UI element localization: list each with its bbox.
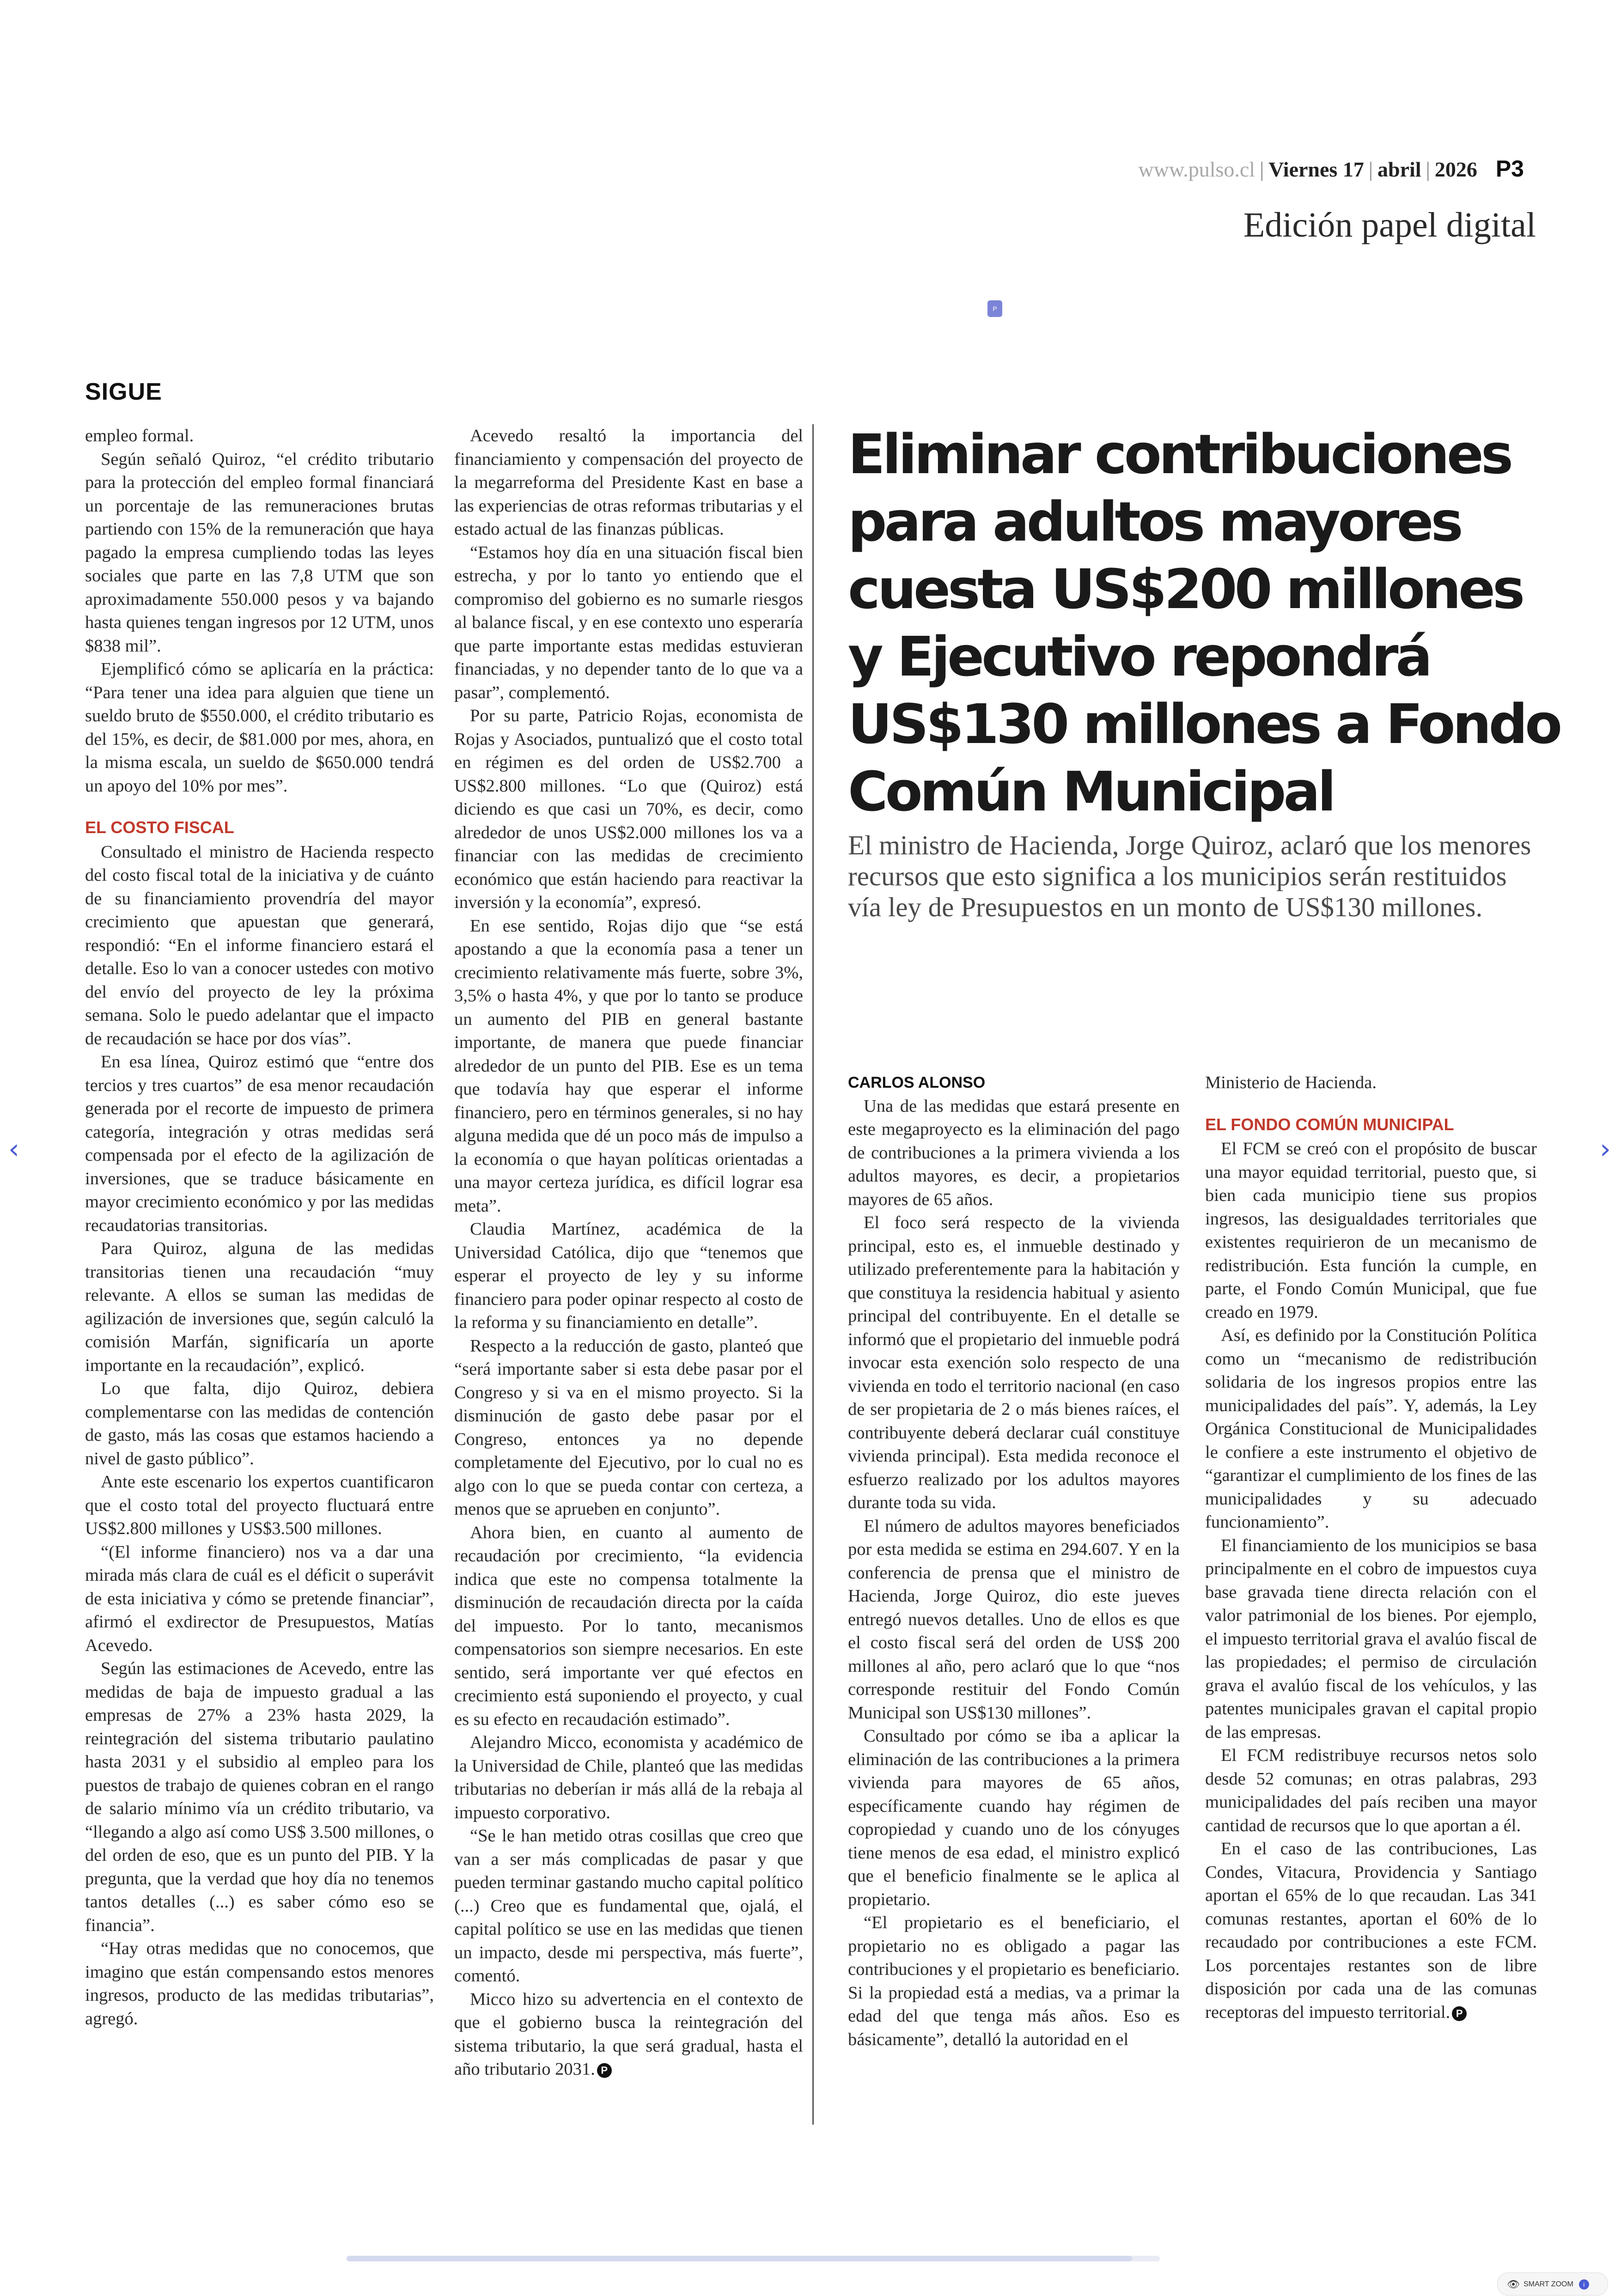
section-label: SIGUE bbox=[85, 378, 162, 405]
paragraph: Alejandro Micco, economista y académico de la Universidad de Chile, planteó que las medidas tributarias no deberían ir más allá de la rebaja al impuesto corporativo. bbox=[454, 1733, 803, 1822]
edition-label: Edición papel digital bbox=[1243, 206, 1536, 244]
eye-icon: 👁 bbox=[1507, 2278, 1520, 2290]
paragraph: Acevedo resaltó la importancia del financiamiento y compensación del proyecto de la megarreforma del Presidente Kast en base a las experiencias de otras reformas tributarias y el estado actual de las finanzas públicas. bbox=[454, 426, 803, 539]
paragraph: “El propietario es el beneficiario, el propietario no es obligado a pagar las contribuciones y el propietario es beneficiario. Si la propiedad está a medias, va a primar la edad del que tenga más años. Eso es básicamente”, detalló la autoridad en el bbox=[848, 1913, 1180, 2049]
paragraph: “Se le han metido otras cosillas que creo que van a ser más complicadas de pasar y que pueden terminar gastando mucho capital político (...) Creo que es fundamental que, ojalá, el capital político se use en las medidas que tienen un impacto, desde mi perspectiva, más fuerte”, comentó. bbox=[454, 1826, 803, 1985]
subheading-fondo-comun: EL FONDO COMÚN MUNICIPAL bbox=[1205, 1115, 1454, 1134]
smart-zoom-label: SMART ZOOM bbox=[1523, 2280, 1573, 2289]
smart-zoom-button[interactable] bbox=[1497, 2272, 1608, 2296]
headline-line: y Ejecutivo repondrá bbox=[848, 625, 1430, 688]
page-number: P3 bbox=[1495, 156, 1524, 182]
page-header: www.pulso.cl | Viernes 17 | abril | 2026 P3 bbox=[1138, 156, 1524, 182]
headline-line: Común Municipal bbox=[848, 760, 1334, 823]
paragraph: Consultado por cómo se iba a aplicar la eliminación de las contribuciones a la primera vivienda para mayores de 65 años, específicamente cuando hay régimen de copropiedad y cuando uno de los cónyuges tiene menos de esa edad, el ministro explicó que el beneficio finalmente se le aplica al propietario. bbox=[848, 1726, 1180, 1909]
paragraph: “Hay otras medidas que no conocemos, que imagino que están compensando estos menores ingresos, producto de las medidas tributarias”, agregó. bbox=[85, 1939, 434, 2028]
site-url[interactable]: www.pulso.cl bbox=[1138, 158, 1255, 181]
bookmark-marker[interactable]: P bbox=[987, 300, 1002, 317]
header-month: abril bbox=[1377, 158, 1421, 181]
headline-line: para adultos mayores bbox=[848, 490, 1461, 554]
paragraph: Ministerio de Hacienda. bbox=[1205, 1073, 1377, 1092]
info-icon[interactable]: i bbox=[1579, 2279, 1589, 2290]
paragraph: El FCM se creó con el propósito de buscar una mayor equidad territorial, puesto que, si bien cada municipio tiene sus propios ingresos, las desigualdades territoriales que existentes requirieron de un mecanismo de redistribución. Esta función la cumple, en parte, el Fondo Común Municipal, que fue creado en 1979. bbox=[1205, 1139, 1537, 1322]
paragraph: El foco será respecto de la vivienda principal, esto es, el inmueble destinado y utilizado preferentemente para la habitación y que constituya la residencia habitual y asiento principal del contribuyente. En el detalle se informó que el propietario del inmueble podrá invocar esta exención solo respecto de una vivienda en todo el territorio nacional (en caso de ser propietaria de 2 o más bienes raíces, el contribuyente deberá declarar cuál constituye vivienda principal). Esta medida reconoce el esfuerzo realizado por los adultos mayores durante toda su vida. bbox=[848, 1213, 1180, 1512]
paragraph: Por su parte, Patricio Rojas, economista de Rojas y Asociados, puntualizó que el costo total en régimen es del orden de US$2.700 a US$2.800 millones. “Lo que (Quiroz) está diciendo es que casi un 70%, es decir, como alrededor de unos US$2.000 millones los va a financiar con las medidas de crecimiento económico que están haciendo para reactivar la inversión y la economía”, expresó. bbox=[454, 706, 803, 912]
paragraph: Consultado el ministro de Hacienda respecto del costo fiscal total de la iniciativa y de cuánto de su financiamiento provendría del mayor crecimiento que apuestan que generará, respondió: “En el informe financiero estará el detalle. Eso lo van a conocer ustedes con motivo del envío del proyecto de ley la próxima semana. Solo le puedo adelantar que el impacto de recaudación se hace por dos vías”. bbox=[85, 842, 434, 1048]
paragraph: El número de adultos mayores beneficiados por esta medida se estima en 294.607. Y en la conferencia de prensa que el ministro de Hacienda, Jorge Quiroz, dio este jueves entregó nuevos detalles. Uno de ellos es que el costo fiscal será del orden de US$ 200 millones al año, pero aclaró que lo que “nos corresponde restituir del Fondo Común Municipal son US$130 millones”. bbox=[848, 1516, 1180, 1723]
deck: El ministro de Hacienda, Jorge Quiroz, aclaró que los menores recursos que esto significa a los municipios serán restituidos vía ley de Presupuestos en un monto de US$130 millones. bbox=[848, 830, 1531, 922]
paragraph: En ese sentido, Rojas dijo que “se está apostando a que la economía pasa a tener un crecimiento relativamente más fuerte, sobre 3%, 3,5% o hasta 4%, y que por lo tanto se produce un aumento del PIB en general bastante importante, de manera que puede financiar alrededor de un punto del PIB. Ese es un tema que todavía hay que esperar el informe financiero, pero en términos generales, si no hay alguna medida que dé un poco más de impulso a la economía o que hayan políticas orientadas a una mayor certeza jurídica, es difícil lograr esa meta”. bbox=[454, 916, 803, 1216]
paragraph: Según las estimaciones de Acevedo, entre las medidas de baja de impuesto gradual a las empresas de 27% a 23% hasta 2029, la reintegración del sistema tributario paulatino hasta 2031 y el subsidio al empleo para los puestos de trabajo de quienes cobran en el rango de salario mínimo vía un crédito tributario, va “llegando a algo así como US$ 3.500 millones, o del orden de eso, que es un punto del PIB. Y la pregunta, que la verdad que hoy día no tenemos tantos detalles (...) es saber cómo eso se financia”. bbox=[85, 1659, 434, 1935]
paragraph: Ante este escenario los expertos cuantificaron que el costo total del proyecto fluctuará entre US$2.800 millones y US$3.500 millones. bbox=[85, 1472, 434, 1538]
article-column-1 bbox=[85, 424, 434, 2030]
header-weekday: Viernes 17 bbox=[1268, 158, 1364, 181]
paragraph: Para Quiroz, alguna de las medidas transitorias tienen una recaudación “muy relevante. A ellos se suman las medidas de agilización de inversiones que, según calculó la comisión Marfán, significaría un aporte importante en la recaudación”, explicó. bbox=[85, 1239, 434, 1375]
subheading-costo-fiscal: EL COSTO FISCAL bbox=[85, 818, 234, 837]
paragraph: “(El informe financiero) nos va a dar una mirada más clara de cuál es el déficit o superávit de esta iniciativa y cómo se pretende financiar”, afirmó el exdirector de Presupuestos, Matías Acevedo. bbox=[85, 1542, 434, 1655]
paragraph-text: En el caso de las contribuciones, Las Condes, Vitacura, Providencia y Santiago aportan el 65% de lo que recaudan. Las 341 comunas restantes, aportan el 60% de lo recaudado por contribuciones a este FCM. Los porcentajes restantes son de libre disposición por cada una de las comunas receptoras del impuesto territorial. bbox=[1205, 1839, 1537, 2022]
article-column-2 bbox=[454, 424, 803, 2081]
paragraph: “Estamos hoy día en una situación fiscal bien estrecha, y por lo tanto yo entiendo que el compromiso del gobierno es no sumarle riesgos al balance fiscal, y en ese contexto uno esperaría que parte importante estas medidas estuvieran financiadas, y no depender tanto de lo que va a pasar”, complementó. bbox=[454, 542, 803, 702]
article-column-4 bbox=[1205, 1071, 1537, 2024]
paragraph bbox=[454, 1988, 803, 2081]
paragraph: Respecto a la reducción de gasto, planteó que “será importante saber si esta debe pasar por el Congreso y si va en el mismo proyecto. Si la disminución de gasto debe pasar por el Congreso, entonces ya no depende completamente del Ejecutivo, por lo cual no es algo con lo que se pueda contar con certeza, a menos que se aprueben en conjunto”. bbox=[454, 1336, 803, 1519]
paragraph: empleo formal. bbox=[85, 426, 194, 445]
paragraph: En esa línea, Quiroz estimó que “entre dos tercios y tres cuartos” de esa menor recaudación generada por el recorte de impuesto de primera categoría, integración y otras medidas será compensada por el efecto de la agilización de inversiones, que se traduce básicamente en mayor crecimiento económico y por las medidas recaudatorias transitorias. bbox=[85, 1052, 434, 1235]
column-divider bbox=[812, 424, 814, 2125]
paragraph: Claudia Martínez, académica de la Universidad Católica, dijo que “tenemos que esperar el proyecto de ley y su informe financiero para poder opinar respecto al costo de la reforma y su financiamiento en detalle”. bbox=[454, 1219, 803, 1332]
headline-line: US$130 millones a Fondo bbox=[848, 692, 1560, 756]
paragraph: Así, es definido por la Constitución Política como un “mecanismo de redistribución solidaria de los ingresos propios entre las municipalidades del país”. Y, además, la Ley Orgánica Constitucional de Municipalidades le confiere a este instrumento el objetivo de “garantizar el cumplimiento de los fines de las municipalidades y su adecuado funcionamiento”. bbox=[1205, 1326, 1537, 1532]
end-of-article-icon: P bbox=[597, 2063, 612, 2078]
header-year: 2026 bbox=[1434, 158, 1477, 181]
paragraph: Ahora bien, en cuanto al aumento de recaudación por crecimiento, “la evidencia indica que este no compensa totalmente la disminución de recaudación directa por la caída del impuesto. Por lo tanto, mecanismos compensatorios son siempre necesarios. En este sentido, será importante ver qué efectos en crecimiento está suponiendo el proyecto, y cual es su efecto en recaudación estimado”. bbox=[454, 1523, 803, 1729]
headline-line: cuesta US$200 millones bbox=[848, 557, 1523, 621]
headline-line: Eliminar contribuciones bbox=[848, 422, 1511, 486]
headline bbox=[848, 420, 1560, 825]
paragraph: Lo que falta, dijo Quiroz, debiera complementarse con las medidas de contención de gasto, más las cosas que estamos haciendo a nivel de gasto público”. bbox=[85, 1379, 434, 1468]
paragraph bbox=[1205, 1837, 1537, 2024]
paragraph: El FCM redistribuye recursos netos solo desde 52 comunas; en otras palabras, 293 municipalidades del país reciben una mayor cantidad de recursos que lo que aportan a él. bbox=[1205, 1746, 1537, 1835]
next-page-icon[interactable]: › bbox=[1600, 1133, 1611, 1165]
paragraph: Según señaló Quiroz, “el crédito tributario para la protección del empleo formal financiará un porcentaje de las remuneraciones brutas partiendo con 15% de la remuneración que haya pagado la empresa cumpliendo todas las leyes sociales que parte en las 7,8 UTM que son aproximadamente 550.000 pesos y va bajando hasta quienes tengan ingresos por 12 UTM, unos $838 mil”. bbox=[85, 449, 434, 656]
paragraph: Una de las medidas que estará presente en este megaproyecto es la eliminación del pago de contribuciones a la primera vivienda a los adultos mayores, es decir, a propietarios mayores de 65 años. bbox=[848, 1096, 1180, 1209]
byline: CARLOS ALONSO bbox=[848, 1074, 986, 1091]
page-scrollbar-thumb[interactable] bbox=[347, 2256, 1132, 2261]
end-of-article-icon: P bbox=[1452, 2006, 1467, 2021]
paragraph: Ejemplificó cómo se aplicaría en la práctica: “Para tener una idea para alguien que tiene un sueldo bruto de $550.000, el crédito tributario es del 15%, es decir, de $81.000 por mes, ahora, en la misma escala, un sueldo de $650.000 tendrá un apoyo del 10% por mes”. bbox=[85, 659, 434, 796]
paragraph: El financiamiento de los municipios se basa principalmente en el cobro de impuestos cuya base gravada tiene directa relación con el valor patrimonial de los bienes. Por ejemplo, el impuesto territorial grava el avalúo fiscal de las propiedades; el permiso de circulación grava el avalúo fiscal de los vehículos, y las patentes municipales gravan el capital propio de las empresas. bbox=[1205, 1535, 1537, 1742]
previous-page-icon[interactable]: ‹ bbox=[8, 1133, 19, 1165]
paragraph-text: Micco hizo su advertencia en el contexto de que el gobierno busca la reintegración del sistema tributario, la que será gradual, hasta el año tributario 2031. bbox=[454, 1989, 803, 2079]
article-column-3 bbox=[848, 1071, 1180, 2051]
